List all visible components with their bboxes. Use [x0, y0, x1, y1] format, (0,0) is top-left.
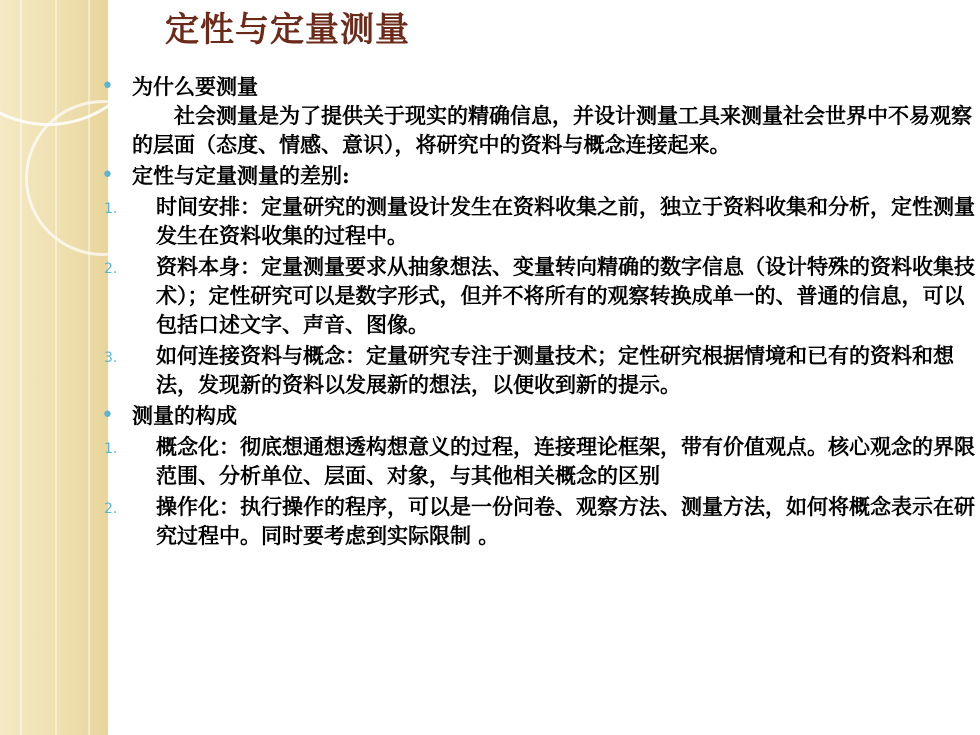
list-item: [98, 492, 978, 550]
list-item-text: 时间安排：定量研究的测量设计发生在资料收集之前，独立于资料收集和分析，定性测量发生在资料收集的过程中。: [156, 194, 975, 248]
list-item: [98, 252, 978, 339]
list-number: 2.: [104, 501, 118, 517]
list-item-text: 如何连接资料与概念：定量研究专注于测量技术；定性研究根据情境和已有的资料和想法，发现新的资料以发展新的想法，以便收到新的提示。: [156, 343, 954, 397]
section-heading: 定性与定量测量的差别:: [132, 163, 350, 188]
list-item: [98, 341, 978, 399]
section-paragraph: 社会测量是为了提供关于现实的精确信息，并设计测量工具来测量社会世界中不易观察的层面（态度、情感、意识），将研究中的资料与概念连接起来。: [132, 103, 972, 157]
bullet-icon: •: [101, 163, 114, 188]
list-number: 1.: [104, 201, 118, 217]
list-item-text: 操作化：执行操作的程序，可以是一份问卷、观察方法、测量方法，如何将概念表示在研究过程中。同时要考虑到实际限制 。: [156, 494, 975, 548]
slide-title: 定性与定量测量: [165, 10, 410, 50]
bullet-icon: •: [101, 403, 114, 428]
section-differences: [98, 161, 978, 190]
list-number: 3.: [104, 350, 118, 366]
section-heading: 测量的构成: [132, 403, 237, 428]
section-components: [98, 401, 978, 430]
bullet-icon: •: [101, 74, 114, 99]
slide-content: [98, 70, 978, 550]
section-heading: 为什么要测量: [132, 74, 258, 99]
list-number: 2.: [104, 261, 118, 277]
list-item: [98, 432, 978, 490]
list-item-text: 资料本身：定量测量要求从抽象想法、变量转向精确的数字信息（设计特殊的资料收集技术）；定性研究可以是数字形式，但并不将所有的观察转换成单一的、普通的信息，可以包括口述文字、声音、图像。: [156, 254, 975, 337]
list-item: [98, 192, 978, 250]
list-item-text: 概念化：彻底想通想透构想意义的过程，连接理论框架，带有价值观点。核心观念的界限范围、分析单位、层面、对象，与其他相关概念的区别: [156, 434, 975, 488]
list-number: 1.: [104, 441, 118, 457]
section-why-measure: [98, 72, 978, 101]
